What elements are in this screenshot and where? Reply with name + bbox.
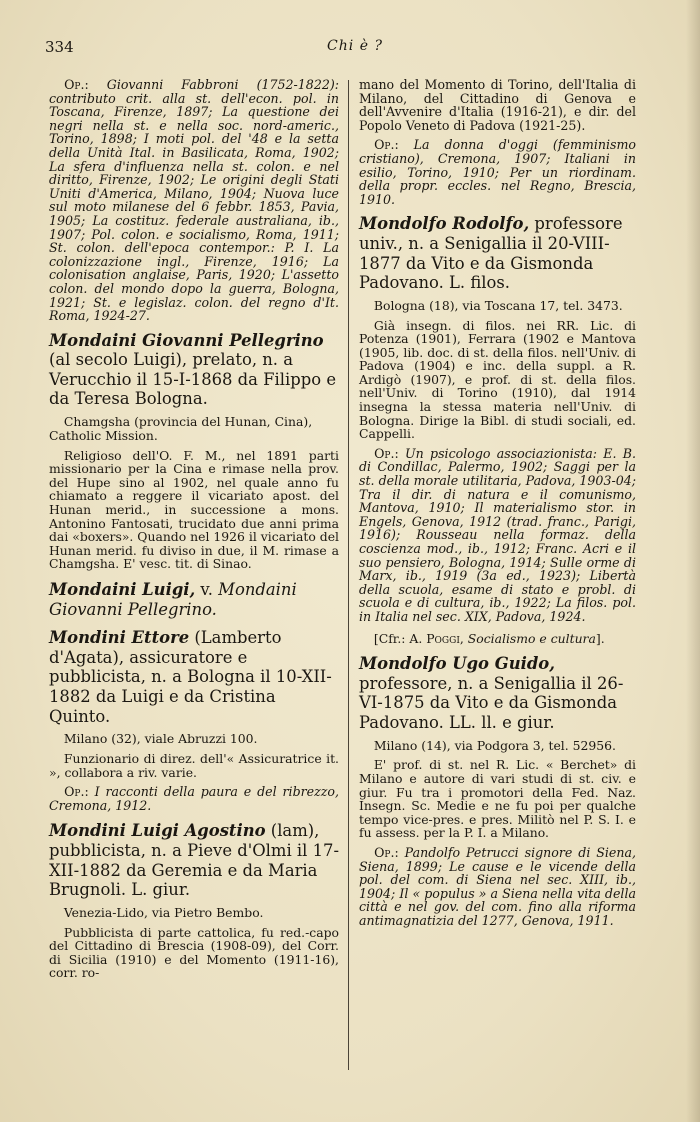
running-head: Chi è ? — [327, 38, 383, 54]
entry-heading — [359, 214, 636, 292]
entry-heading — [359, 654, 636, 732]
entry-mondaini-luigi — [49, 580, 339, 619]
works-list: Pandolfo Petrucci signore di Siena, Siena, 1899; Le cause e le vicende della pol. del com. di Siena nel sec. XIII, ib., 1904; Il « populus » a Siena nella vita della città e nel gov. del com. fino alla riforma antimagnatizia del 1277, Genova, 1911. — [359, 844, 636, 928]
works-list: I racconti della paura e del ribrezzo, Cremona, 1912. — [49, 784, 339, 813]
entry-biography: Religioso dell'O. F. M., nel 1891 parti missionario per la Cina e rimase nella prov. del Hupe sino al 1902, nel quale anno fu chiamato a reggere il vicariato apost. del Hunan merid., in successione a mons. Antonino Fantosati, trucidato due anni prima dai «boxers». Quando nel 1926 il vicariato del Hunan merid. fu diviso in due, il M. rimase a Chamgsha. E' vesc. tit. di Sinao. — [49, 447, 339, 572]
entry-heading-text: (lam), pubblicista, n. a Pieve d'Olmi il 17-XII-1882 da Geremia e da Maria Brugnoli. L. giur. — [49, 821, 339, 900]
entry-mondini-luigi-agostino — [49, 821, 339, 980]
right-column — [359, 78, 636, 936]
entry-name: Mondini Luigi Agostino — [49, 821, 266, 841]
see-also-marker: v. — [195, 580, 219, 599]
entry-heading — [49, 628, 339, 726]
entry-biography: Funzionario di direz. dell'« Assicuratrice it. », collabora a riv. varie. — [49, 750, 339, 780]
entry-works — [359, 846, 636, 928]
entry-fabbroni-works — [49, 78, 339, 323]
entry-biography: Pubblicista di parte cattolica, fu red.-capo del Cittadino di Brescia (1908-09), del Corr. di Sicilia (1910) e del Momento (1911-16), corr. ro- — [49, 924, 339, 981]
works-list: Giovanni Fabbroni (1752-1822): contributo crit. alla st. dell'econ. pol. in Toscana, Firenze, 1897; La questione dei negri nella st. e nella soc. nord-americ., Torino, 1898; I moti pol. del '48 e la setta della Unità Ital. in Basilicata, Roma, 1902; La sfera d'influenza nella st. colon. e nel diritto, Firenze, 1902; Le origini degli Stati Uniti d'America, Milano, 1904; Nuova luce sul moto milanese del 6 febbr. 1853, Pavia, 1905; La costituz. federale australiana, ib., 1907; Pol. colon. e socialismo, Roma, 1911; St. colon. dell'epoca contempor.: P. I. La colonizzazione ingl., Firenze, 1916; La colonisation anglaise, Paris, 1920; L'assetto colon. del mondo dopo la guerra, Bologna, 1921; St. e legislaz. colon. del regno d'It. Roma, 1924-27. — [49, 77, 339, 324]
entry-heading-text: (al secolo Luigi), prelato, n. a Verucchio il 15-I-1868 da Filippo e da Teresa Bologna. — [49, 350, 337, 409]
page-header — [45, 38, 665, 60]
entry-works — [359, 138, 636, 206]
entry-name: Mondolfo Rodolfo, — [359, 214, 530, 234]
entry-address: Milano (14), via Podgora 3, tel. 52956. — [373, 737, 616, 753]
entry-references — [359, 632, 636, 646]
works-list: La donna d'oggi (femminismo cristiano), Cremona, 1907; Italiani in esilio, Torino, 1910; Per un riordinam. della propr. eccles. nel Regno, Brescia, 1910. — [359, 137, 636, 207]
entry-works — [359, 447, 636, 624]
entry-address: Venezia-Lido, via Pietro Bembo. — [63, 904, 264, 920]
page-number: 334 — [45, 38, 74, 56]
entry-works — [49, 785, 339, 812]
entry-name: Mondini Ettore — [49, 628, 190, 648]
entry-heading-text: professore, n. a Senigallia il 26-VI-1875 da Vito e da Gismonda Padovano. LL. ll. e giur. — [359, 673, 624, 732]
cfr-open: [Cfr.: A. — [373, 630, 427, 646]
entry-mondolfo-ugo-guido — [359, 654, 636, 927]
works-label: Op.: — [374, 445, 399, 461]
column-divider — [348, 80, 349, 1070]
entry-biography: Già insegn. di filos. nei RR. Lic. di Potenza (1901), Ferrara (1902 e Mantova (1905, lib. doc. di st. della filos. nell'Univ. di Padova (1904) e inc. della suppl. a R. Ardigò (1907), e prof. di st. della filos. nell'Univ. di Torino (1910), dal 1914 insegna la stessa materia nell'Univ. di Bologna. Dirige la Bibl. di studi sociali, ed. Cappelli. — [359, 317, 636, 442]
entry-address: Milano (32), viale Abruzzi 100. — [63, 731, 258, 747]
cfr-title: Socialismo e cultura — [467, 630, 596, 646]
entry-name: Mondaini Luigi, — [49, 580, 196, 599]
entry-heading — [49, 331, 339, 409]
left-column — [49, 78, 339, 989]
cfr-author: Poggi — [426, 630, 460, 646]
entry-name: Mondolfo Ugo Guido, — [359, 654, 555, 674]
entry-address: Chamgsha (provincia del Hunan, Cina), Catholic Mission. — [49, 414, 313, 443]
entry-heading — [49, 580, 339, 619]
works-label: Op.: — [64, 77, 89, 92]
cfr-close: ]. — [595, 630, 605, 646]
works-label: Op.: — [64, 784, 89, 800]
cross-reference: Mondaini Giovanni Pellegrino. — [49, 580, 297, 619]
page-edge-shadow — [686, 0, 700, 1122]
entry-mondolfo-rodolfo — [359, 214, 636, 645]
entry-heading-text: professore univ., n. a Senigallia il 20-VIII-1877 da Vito e da Gismonda Padovano. L. filos. — [359, 214, 623, 293]
entry-address: Bologna (18), via Toscana 17, tel. 3473. — [373, 297, 623, 313]
entry-heading — [49, 821, 339, 899]
works-label: Op.: — [374, 844, 399, 860]
works-label: Op.: — [374, 137, 399, 153]
entry-biography-continued: mano del Momento di Torino, dell'Italia di Milano, del Cittadino di Genova e dell'Avvenire d'Italia (1916-21), e dir. del Popolo Veneto di Padova (1921-25). — [359, 77, 636, 133]
entry-name: Mondaini Giovanni Pellegrino — [49, 330, 324, 350]
works-list: Un psicologo associazionista: E. B. di Condillac, Palermo, 1902; Saggi per la st. della morale utilitaria, Padova, 1903-04; Tra il dir. di natura e il comunismo, Mantova, 1910; Il materialismo stor. in Engels, Genova, 1912 (trad. franc., Parigi, 1916); Rousseau nella formaz. della coscienza mod., ib., 1912; Franc. Acri e il suo pensiero, Bologna, 1914; Sulle orme di Marx, ib., 1919 (3a ed., 1923); Libertà della scuola, esame di stato e probl. di scuola e di cultura, ib., 1922; La filos. pol. in Italia nel sec. XIX, Padova, 1924. — [359, 445, 636, 624]
entry-heading-text: (Lamberto d'Agata), assicuratore e pubblicista, n. a Bologna il 10-XII-1882 da Luigi e da Cristina Quinto. — [49, 628, 332, 726]
cfr-separator: , — [459, 630, 468, 646]
entry-mondini-ettore — [49, 628, 339, 812]
entry-mondaini-giovanni-pellegrino — [49, 331, 339, 571]
entry-biography: E' prof. di st. nel R. Lic. « Berchet» di Milano e autore di vari studi di st. civ. e giur. Fu tra i promotori della Fed. Naz. Insegn. Sc. Medie e ne fu poi per qualche tempo vice-pres. e pres. Militò nel P. S. I. e fu assess. per la P. I. a Milano. — [359, 757, 636, 841]
